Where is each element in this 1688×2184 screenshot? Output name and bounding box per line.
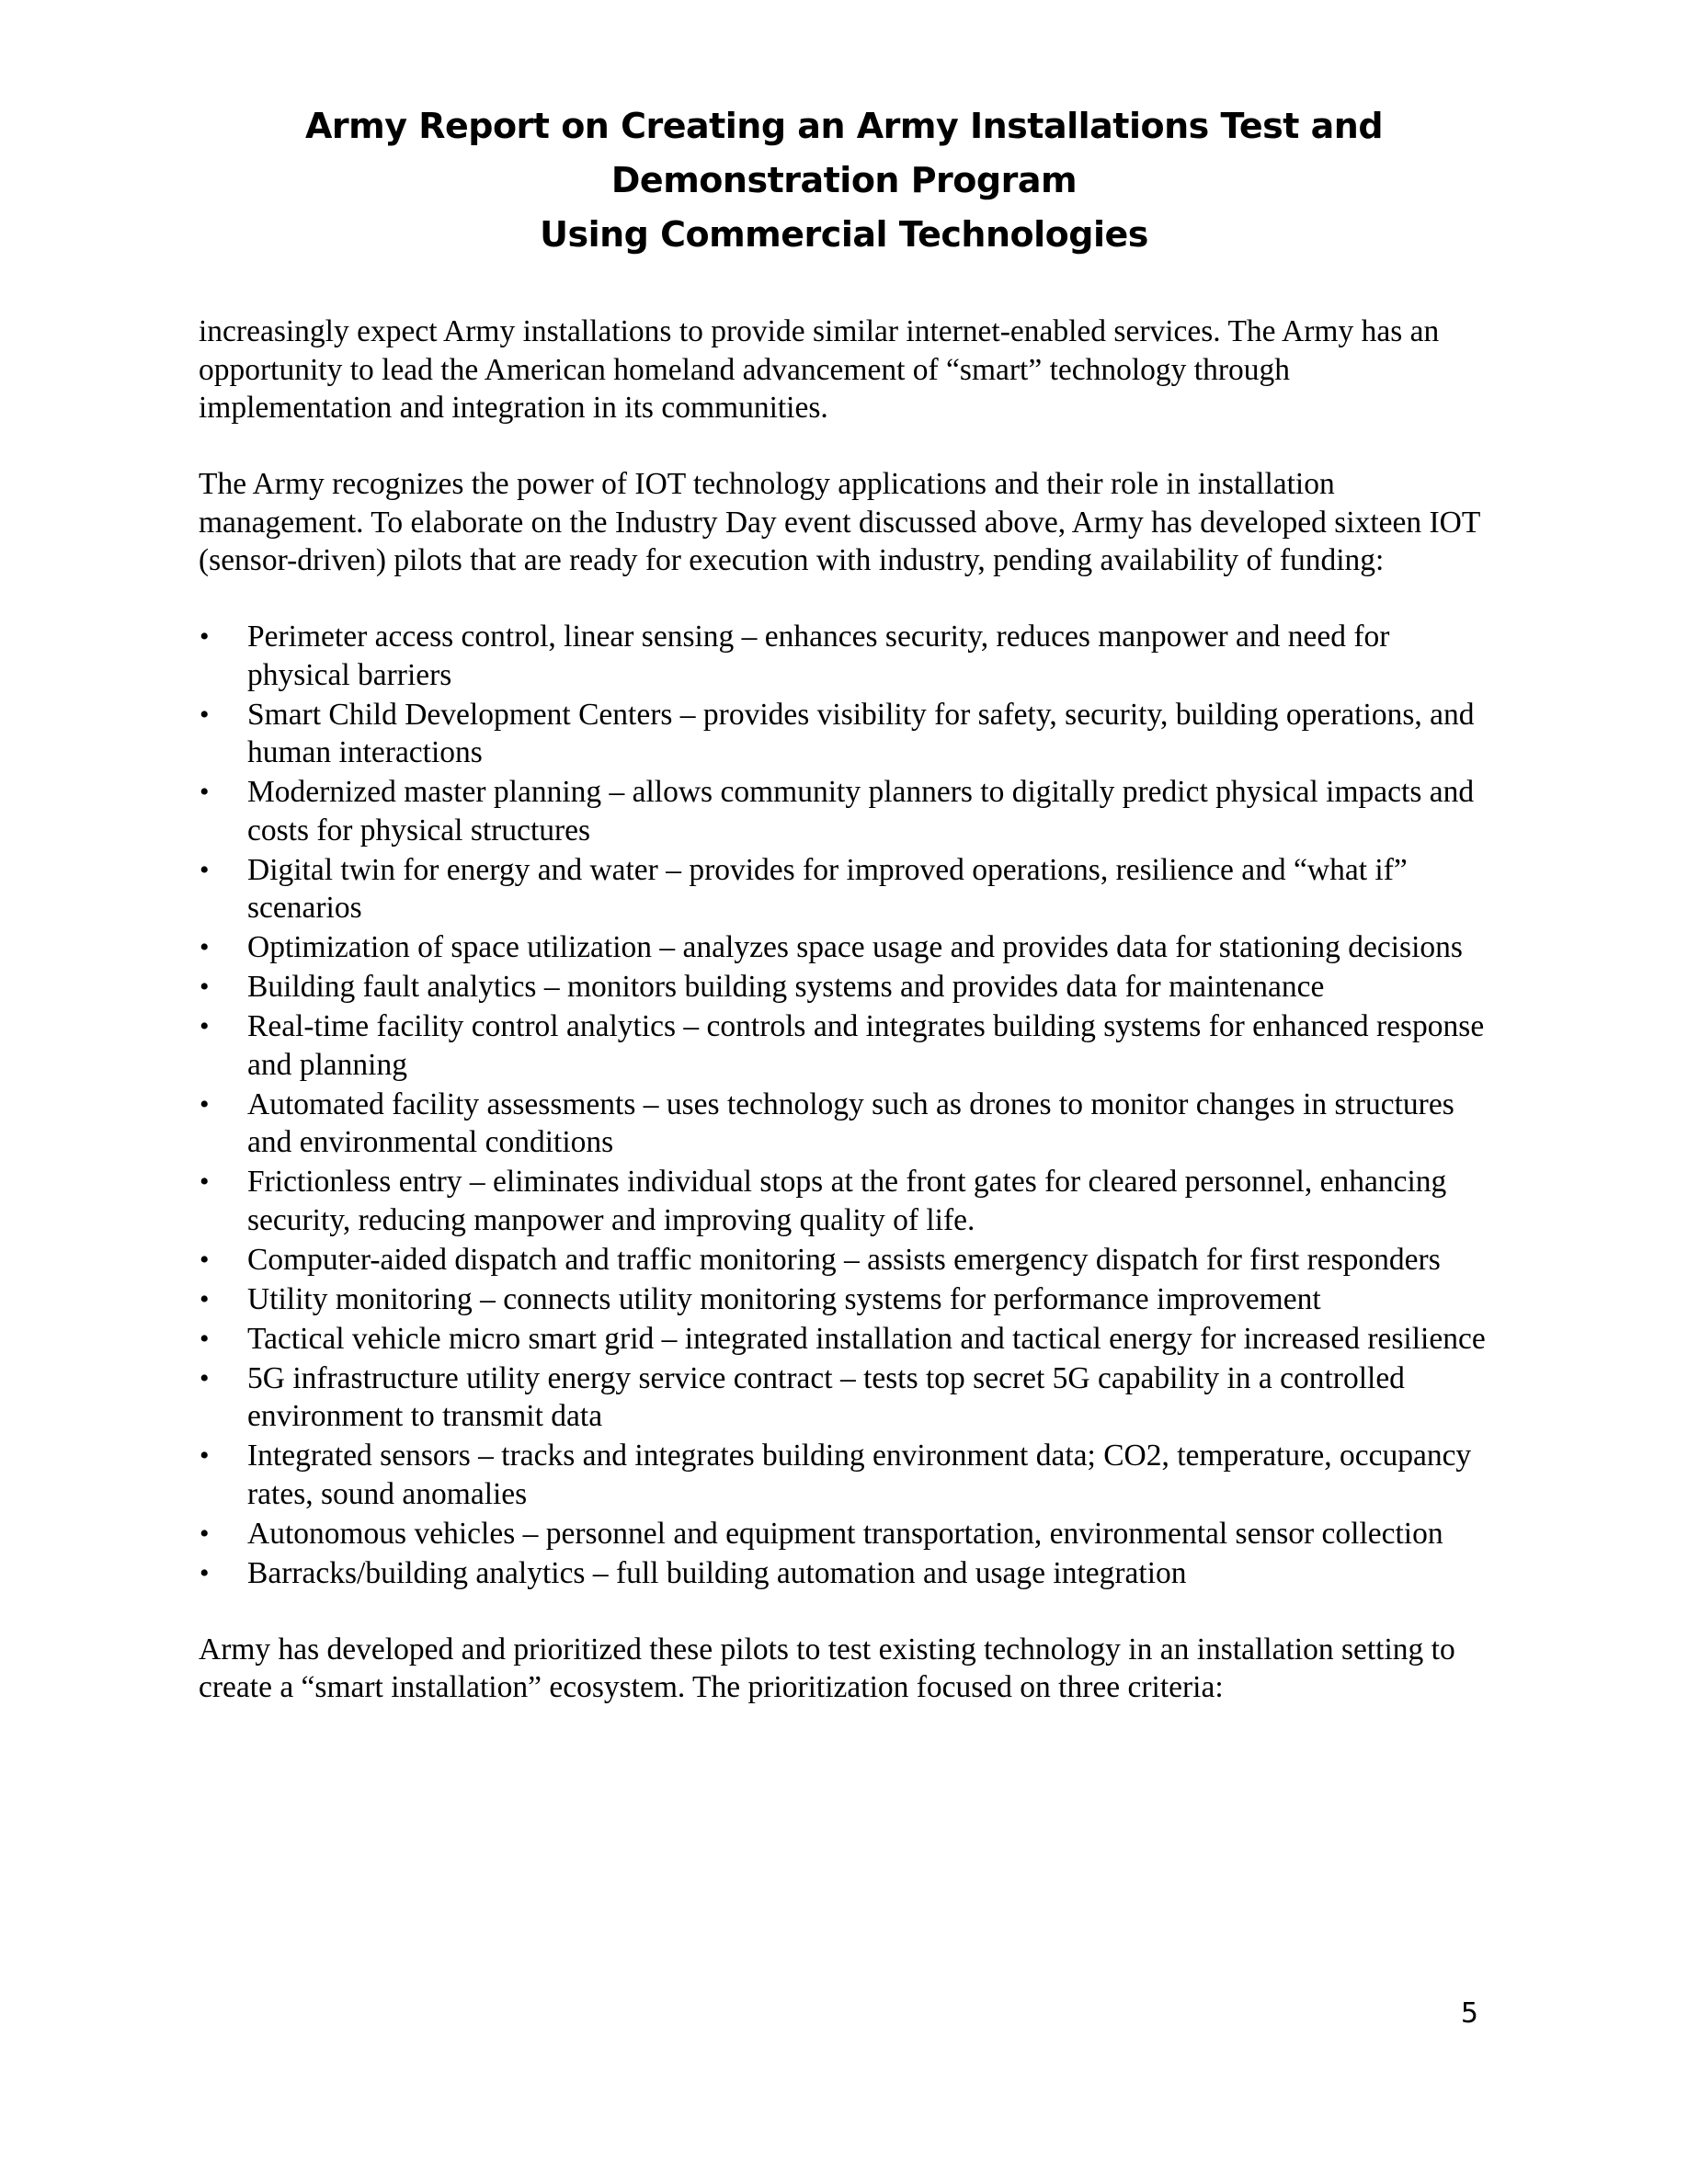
list-item xyxy=(199,1515,1486,1553)
report-title-line-2: Demonstration Program xyxy=(610,160,1078,200)
pilot-text: Barracks/building analytics – full building automation and usage integration xyxy=(247,1555,1187,1590)
pilot-text: Frictionless entry – eliminates individual stops at the front gates for cleared personnel, enhancing security, reducing manpower and improving quality of life. xyxy=(247,1165,1447,1237)
pilot-text: 5G infrastructure utility energy service contract – tests top secret 5G capability in a controlled environment to transmit data xyxy=(247,1360,1405,1433)
bullet-icon: • xyxy=(200,699,210,730)
bullet-icon: • xyxy=(200,1088,210,1120)
pilot-text: Computer-aided dispatch and traffic monitoring – assists emergency dispatch for first responders xyxy=(247,1242,1441,1277)
bullet-icon: • xyxy=(200,1440,210,1471)
document-body xyxy=(199,313,1486,1745)
pilot-list xyxy=(199,618,1486,1592)
page-number: 5 xyxy=(1460,1997,1478,2030)
report-title-line-1: Army Report on Creating an Army Installations Test and xyxy=(304,106,1384,146)
pilot-text: Automated facility assessments – uses technology such as drones to monitor changes in structures and environmental conditions xyxy=(247,1086,1454,1159)
bullet-icon: • xyxy=(200,1283,210,1314)
pilot-text: Building fault analytics – monitors building systems and provides data for maintenance xyxy=(247,970,1325,1004)
bullet-icon: • xyxy=(200,854,210,885)
pilot-text: Optimization of space utilization – analyzes space usage and provides data for stationing decisions xyxy=(247,930,1463,964)
list-item xyxy=(199,696,1486,772)
list-item xyxy=(199,618,1486,694)
list-item xyxy=(199,1086,1486,1162)
pilot-text: Autonomous vehicles – personnel and equipment transportation, environmental sensor collection xyxy=(247,1516,1443,1551)
bullet-icon: • xyxy=(200,932,210,962)
pilot-text: Integrated sensors – tracks and integrates building environment data; CO2, temperature, occupancy rates, sound anomalies xyxy=(247,1439,1472,1511)
list-item xyxy=(199,1163,1486,1239)
paragraph-intro-continuation: increasingly expect Army installations to provide similar internet-enabled services. The Army has an opportunity to lead the American homeland advancement of “smart” technology through implementation and integration in its communities. xyxy=(199,314,1440,425)
bullet-icon: • xyxy=(200,777,210,807)
bullet-icon: • xyxy=(200,1557,210,1588)
report-title-line-3: Using Commercial Technologies xyxy=(540,214,1148,255)
pilot-text: Modernized master planning – allows community planners to digitally predict physical impacts and costs for physical structures xyxy=(247,775,1475,847)
bullet-icon: • xyxy=(200,1166,210,1197)
list-item xyxy=(199,1280,1486,1319)
pilot-text: Real-time facility control analytics – controls and integrates building systems for enhanced response and planning xyxy=(247,1009,1485,1082)
list-item xyxy=(199,851,1486,927)
list-item xyxy=(199,1554,1486,1593)
list-item xyxy=(199,968,1486,1007)
list-item xyxy=(199,1241,1486,1280)
pilot-text: Smart Child Development Centers – provides visibility for safety, security, building operations, and human interactions xyxy=(247,697,1475,769)
list-item xyxy=(199,1359,1486,1436)
bullet-icon: • xyxy=(200,621,210,652)
list-item xyxy=(199,928,1486,967)
list-item xyxy=(199,1320,1486,1359)
list-item xyxy=(199,773,1486,849)
pilot-text: Utility monitoring – connects utility monitoring systems for performance improvement xyxy=(247,1281,1321,1316)
bullet-icon: • xyxy=(200,972,210,1002)
list-item xyxy=(199,1437,1486,1513)
list-item xyxy=(199,1007,1486,1084)
pilot-text: Perimeter access control, linear sensing – enhances security, reduces manpower and need for physical barriers xyxy=(247,620,1390,692)
bullet-icon: • xyxy=(200,1244,210,1275)
bullet-icon: • xyxy=(200,1362,210,1393)
report-title xyxy=(0,99,1688,262)
pilot-text: Tactical vehicle micro smart grid – integrated installation and tactical energy for increased resilience xyxy=(247,1321,1486,1356)
bullet-icon: • xyxy=(200,1518,210,1549)
pilot-text: Digital twin for energy and water – provides for improved operations, resilience and “what if” scenarios xyxy=(247,852,1408,925)
bullet-icon: • xyxy=(200,1323,210,1354)
bullet-icon: • xyxy=(200,1011,210,1041)
paragraph-iot-pilots: The Army recognizes the power of IOT technology applications and their role in installation management. To elaborate on the Industry Day event discussed above, Army has developed sixteen IOT (sensor-driven) pilots that are ready for execution with industry, pending availability of funding: xyxy=(199,467,1480,577)
paragraph-prioritization: Army has developed and prioritized these pilots to test existing technology in an installation setting to create a “smart installation” ecosystem. The prioritization focused on three criteria: xyxy=(199,1632,1455,1704)
